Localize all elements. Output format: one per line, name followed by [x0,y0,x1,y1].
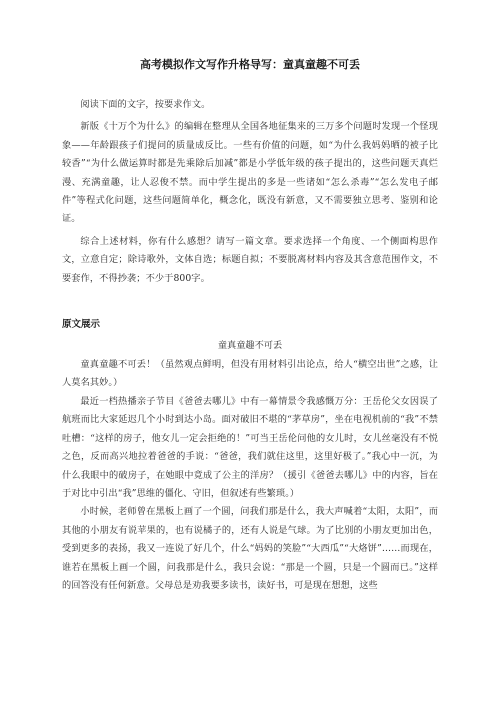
section-heading: 原文展示 [62,319,101,331]
essay-paragraph: 最近一档热播亲子节目《爸爸去哪儿》中有一幕情景令我感慨万分：王岳伦父女因误了航班而比大家延迟几个小时到达小岛。面对破旧不堪的“茅草房”，坐在电视机前的“我”不禁吐槽：“这样的房子，他女儿一定会拒绝的！”可当王岳伦问他的女儿时，女儿丝毫没有不悦之色，反而高兴地拉着爸爸的手说：“爸爸，我们就住这里，这里好极了。”我心中一沉，为什么我眼中的破房子，在她眼中竟成了公主的洋房？（援引《爸爸去哪儿》中的内容，旨在于对比中引出“我”思维的僵化、守旧，但叙述有些繁琐。） [62,395,438,499]
requirement-paragraph: 综合上述材料，你有什么感想？请写一篇文章。要求选择一个角度、一个侧面构思作文，立意自定；除诗歌外，文体自选；标题自拟；不要脱离材料内容及其含意范围作文，不要套作，不得抄袭；不少于800字。 [62,235,438,284]
essay-paragraph: 童真童趣不可丢！（虽然观点鲜明，但没有用材料引出论点，给人“横空出世”之感，让人莫名其妙。） [62,359,438,389]
material-paragraph: 新版《十万个为什么》的编辑在整理从全国各地征集来的三万多个问题时发现一个怪现象——年龄跟孩子们提问的质量成反比。一些有价值的问题，如“为什么我妈妈晒的被子比较香”“为什么做运算时都是先乘除后加减”都是小学低年级的孩子提出的，这些问题天真烂漫、充满童趣，让人忍俊不禁。而中学生提出的多是一些诸如“怎么杀毒”“怎么发电子邮件”等程式化问题，这些问题简单化，概念化，既没有新意，又不需要独立思考、鉴别和论证。 [62,121,438,225]
instruction-paragraph: 阅读下面的文字，按要求作文。 [80,99,211,110]
essay-title: 童真童趣不可丢 [217,340,283,352]
document-title: 高考模拟作文写作升格导写：童真童趣不可丢 [140,58,360,71]
essay-paragraph: 小时候，老师曾在黑板上画了一个圆，问我们那是什么，我大声喊着“太阳，太阳”，而其他的小朋友有说苹果的，也有说橘子的，还有人说是气球。为了比别的小朋友更加出色，受到更多的表扬，我又一连说了好几个，什么“妈妈的笑脸”“大西瓜”“大烙饼”……而现在，谁若在黑板上画一个圆，问我那是什么，我只会说：“那是一个圆，只是一个圆而已。”这样的回答没有任何新意。父母总是劝我要多读书，读好书，可是现在想想，这些 [62,506,438,591]
document-body [62,96,438,595]
